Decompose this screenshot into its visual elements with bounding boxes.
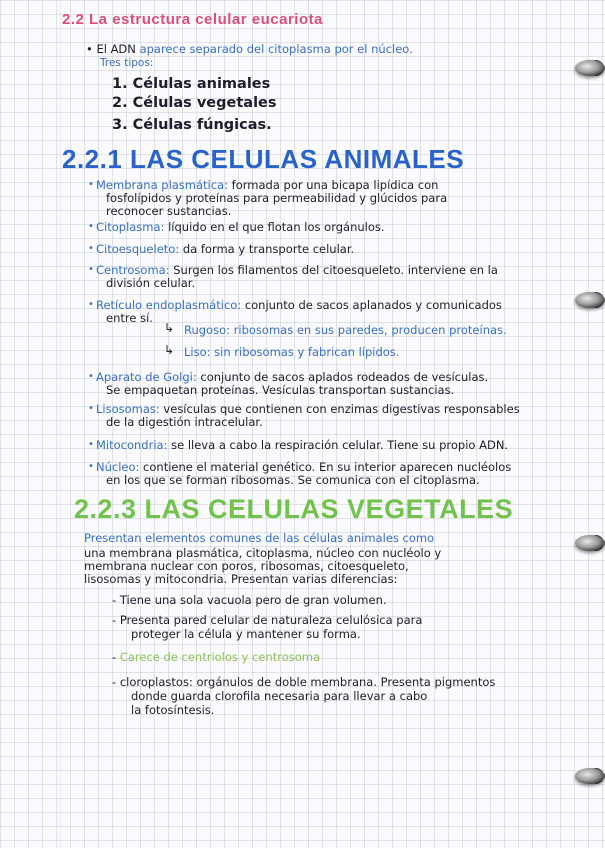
reticulo-rugoso: Rugoso: ribosomas en sus paredes, producen proteínas. bbox=[184, 323, 507, 337]
vegetal-item: - Carece de centriolos y centrosoma bbox=[112, 650, 321, 664]
animal-item-desc: Surgen los filamentos del citoesqueleto. interviene en la bbox=[169, 263, 498, 277]
animal-item-term: Centrosoma: bbox=[96, 263, 170, 277]
animal-item-cont: en los que se forman ribosomas. Se comunica con el citoplasma. bbox=[106, 473, 480, 487]
vegetal-item-cont: proteger la célula y mantener su forma. bbox=[131, 627, 361, 641]
vegetal-intro-line: lisosomas y mitocondria. Presentan varias diferencias: bbox=[84, 572, 398, 586]
animal-item-term: Mitocondria: bbox=[96, 438, 168, 452]
arrow-icon: ↳ bbox=[164, 321, 175, 335]
animal-item-desc: vesículas que contienen con enzimas digestivas responsables bbox=[159, 402, 520, 416]
bullet-icon: • bbox=[88, 264, 94, 275]
animal-item-desc: da forma y transporte celular. bbox=[179, 242, 355, 256]
heading-animal-cells: 2.2.1 LAS CELULAS ANIMALES bbox=[62, 144, 465, 174]
type-item: 2. Células vegetales bbox=[112, 95, 277, 111]
animal-item bbox=[96, 220, 385, 234]
animal-item-cont: de la digestión intracelular. bbox=[106, 415, 263, 429]
type-item: 1. Células animales bbox=[112, 76, 271, 92]
animal-item-cont: Se empaquetan proteínas. Vesículas transportan sustancias. bbox=[106, 383, 455, 397]
animal-item bbox=[96, 402, 520, 416]
section-title: 2.2 La estructura celular eucariota bbox=[62, 11, 323, 28]
bullet: • bbox=[86, 42, 93, 56]
animal-item-desc: contiene el material genético. En su interior aparecen nucléolos bbox=[139, 460, 512, 474]
bullet-icon: • bbox=[88, 243, 94, 254]
animal-item-term: Membrana plasmática: bbox=[96, 178, 228, 192]
vegetal-item: - Tiene una sola vacuola pero de gran volumen. bbox=[112, 593, 387, 607]
animal-item bbox=[96, 438, 508, 452]
animal-item-term: Citoplasma: bbox=[96, 220, 165, 234]
binder-ring bbox=[575, 535, 605, 551]
vegetal-intro-line: membrana nuclear con poros, ribosomas, citoesqueleto, bbox=[84, 559, 409, 573]
animal-item-cont: reconocer sustancias. bbox=[106, 204, 232, 218]
animal-item-desc: conjunto de sacos aplados rodeados de vesículas. bbox=[196, 370, 489, 384]
binder-ring bbox=[575, 292, 605, 308]
bullet-icon: • bbox=[88, 299, 94, 310]
bullet-icon: • bbox=[88, 461, 94, 472]
animal-item bbox=[96, 242, 354, 256]
vegetal-item: - Presenta pared celular de naturaleza celulósica para bbox=[112, 613, 423, 627]
animal-item bbox=[96, 370, 488, 384]
vegetal-item-cont: donde guarda clorofila necesaria para llevar a cabo bbox=[131, 689, 428, 703]
heading-plant-cells: 2.2.3 LAS CELULAS VEGETALES bbox=[74, 494, 514, 524]
binder-ring bbox=[575, 60, 605, 76]
animal-item-term: Retículo endoplasmático: bbox=[96, 298, 242, 312]
bullet-icon: • bbox=[88, 371, 94, 382]
vegetal-intro-line: Presentan elementos comunes de las células animales como bbox=[84, 531, 435, 545]
animal-item-term: Lisosomas: bbox=[96, 402, 160, 416]
vegetal-item: - cloroplastos: orgánulos de doble membrana. Presenta pigmentos bbox=[112, 675, 496, 689]
reticulo-liso: Liso: sin ribosomas y fabrican lípidos. bbox=[184, 345, 400, 359]
animal-item bbox=[96, 178, 438, 192]
animal-item bbox=[96, 460, 511, 474]
animal-item-desc: conjunto de sacos aplanados y comunicados bbox=[241, 298, 502, 312]
margin-line bbox=[60, 0, 61, 848]
bullet-icon: • bbox=[88, 403, 94, 414]
animal-item bbox=[96, 298, 502, 312]
intro-line-2: Tres tipos: bbox=[100, 57, 154, 69]
animal-item-cont: entre sí. bbox=[106, 311, 153, 325]
animal-item-desc: líquido en el que flotan los orgánulos. bbox=[164, 220, 385, 234]
animal-item-desc: formada por una bicapa lipídica con bbox=[228, 178, 439, 192]
vegetal-item-cont: la fotosíntesis. bbox=[131, 703, 215, 717]
arrow-icon: ↳ bbox=[164, 343, 175, 357]
bullet-icon: • bbox=[88, 221, 94, 232]
binder-ring bbox=[575, 768, 605, 784]
bullet-icon: • bbox=[88, 179, 94, 190]
animal-item-cont: fosfolípidos y proteínas para permeabilidad y glúcidos para bbox=[106, 191, 448, 205]
intro-dna: El ADN bbox=[96, 42, 136, 56]
animal-item-term: Citoesqueleto: bbox=[96, 242, 180, 256]
bullet-icon: • bbox=[88, 439, 94, 450]
vegetal-intro-line: una membrana plasmática, citoplasma, núcleo con nucléolo y bbox=[84, 546, 442, 560]
animal-item-term: Núcleo: bbox=[96, 460, 140, 474]
intro-text: aparece separado del citoplasma por el núcleo. bbox=[139, 42, 413, 56]
intro-line-1 bbox=[86, 42, 413, 56]
type-item: 3. Células fúngicas. bbox=[112, 117, 272, 133]
animal-item-cont: división celular. bbox=[106, 276, 196, 290]
animal-item bbox=[96, 263, 498, 277]
animal-item-desc: se lleva a cabo la respiración celular. Tiene su propio ADN. bbox=[167, 438, 509, 452]
animal-item-term: Aparato de Golgi: bbox=[96, 370, 197, 384]
